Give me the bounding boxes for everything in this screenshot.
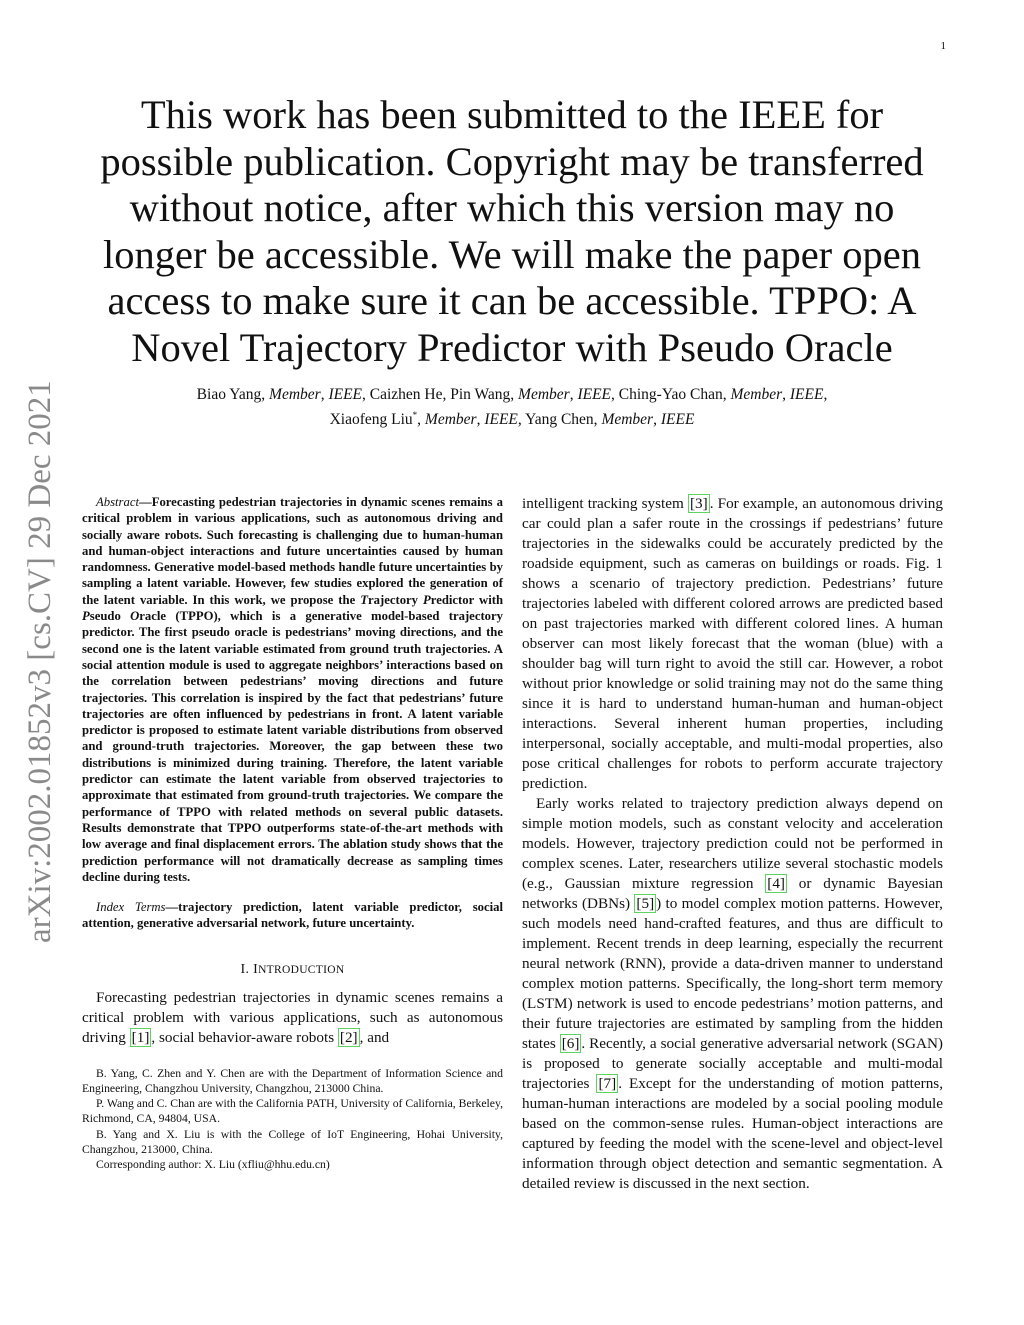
citation-link[interactable]: [4] (767, 875, 785, 892)
footnote: B. Yang, C. Zhen and Y. Chen are with the Department of Information Science and Engineering, Changzhou University, Changzhou, 213000 China. (82, 1066, 503, 1095)
footnote: Corresponding author: X. Liu (xfliu@hhu.edu.cn) (96, 1157, 330, 1171)
left-column (82, 494, 503, 1172)
citation-link[interactable]: [2] (339, 1028, 358, 1046)
intro-paragraph: intelligent tracking system [3] . For example, an autonomous driving car could plan a safer route in the crossings if pedestrians’ future trajectories in the sidewalks could be accurately predicted by the roadside equipment, such as cameras on buildings or roads. Fig. 1 shows a scenario of trajectory prediction. Pedestrians’ future trajectories labeled with different colored arrows are predicted based on past trajectories marked with different colored lines. A human observer can most likely forecast that the woman (blue) with a shoulder bag will turn right to avoid the still car. However, a robot without prior knowledge or solid training may not do the same thing since it is hard to understand human-human and human-object interactions. Several inherent human properties, including interpersonal, socially acceptable, and multi-modal properties, also pose critical challenges for robots to perform accurate trajectory prediction. (522, 495, 943, 792)
citation-link[interactable]: [7] (598, 1075, 617, 1092)
section-heading-introduction: I. INTRODUCTION (240, 961, 345, 977)
paper-title: This work has been submitted to the IEEE for possible publication. Copyright may be transferred without notice, after which this version may no longer be accessible. We will make the paper open access to make sure it can be accessible. TPPO: A Novel Trajectory Predictor with Pseudo Oracle (100, 92, 924, 370)
arxiv-stamp[interactable]: arXiv:2002.01852v3 [cs.CV] 29 Dec 2021 (22, 380, 58, 943)
intro-paragraph-left: Forecasting pedestrian trajectories in dynamic scenes remains a critical problem with various applications, such as autonomous driving [1] , social behavior-aware robots [2] , and (82, 988, 503, 1046)
abstract: Abstract—Forecasting pedestrian trajectories in dynamic scenes remains a critical problem in various applications, such as autonomous driving and socially aware robots. Such forecasting is challenging due to human-human and human-object interactions and future uncertainties caused by human randomness. Generative model-based methods handle future uncertainties by sampling a latent variable. However, few studies explored the generation of the latent variable. In this work, we propose the Trajectory Predictor with Pseudo Oracle (TPPO), which is a generative model-based trajectory predictor. The first pseudo oracle is pedestrians’ moving directions, and the second one is the latent variable estimated from ground truth trajectories. A social attention module is used to aggregate neighbors’ interactions based on the correlation between pedestrians’ moving directions and future trajectories. This correlation is inspired by the fact that pedestrians’ future trajectories are often influenced by pedestrians in front. A latent variable predictor is proposed to estimate latent variable distributions from observed and ground-truth trajectories. Moreover, the gap between these two distributions is minimized during training. Therefore, the latent variable predictor can estimate the latent variable from observed trajectories to approximate that estimated from ground-truth trajectories. We compare the performance of TPPO with related methods on several public datasets. Results demonstrate that TPPO outperforms state-of-the-art methods with low average and final displacement errors. The ablation study shows that the prediction performance will not dramatically decrease as sampling times decline during tests. (82, 495, 503, 884)
citation-link[interactable]: [6] (561, 1035, 580, 1052)
intro-paragraph: Early works related to trajectory prediction always depend on simple motion models, such as constant velocity and acceleration models. However, trajectory prediction could not be performed in complex scenes. Later, researchers utilize several stochastic models (e.g., Gaussian mixture regression [4] or dynamic Bayesian networks (DBNs) [5] ) to model complex motion patterns. However, such models need hand-crafted features, and thus are difficult to implement. Recent trends in deep learning, especially the recurrent neural network (RNN), provide a data-driven manner to understand complex motion patterns. Specifically, the long-short term memory (LSTM) network is used to encode pedestrians’ motion patterns, and their future trajectories are estimated by sampling from the hidden states [6] . Recently, a social generative adversarial network (SGAN) is proposed to generate socially acceptable and multi-modal trajectories [7] . Except for the understanding of motion patterns, human-human interactions are modeled by a social pooling module based on the common-sense rules. Human-object interactions are captured by feeding the model with the scene-level and object-level information through object detection and semantic segmentation. A detailed review is discussed in the next section. (522, 795, 943, 1192)
index-terms: Index Terms—trajectory prediction, latent variable predictor, social attention, generative adversarial network, future uncertainty. (82, 900, 503, 931)
footnote: B. Yang and X. Liu is with the College of IoT Engineering, Hohai University, Changzhou, 213000, China. (82, 1127, 503, 1156)
citation-link[interactable]: [3] (689, 495, 708, 512)
right-column (522, 494, 943, 1194)
page-number: 1 (940, 40, 946, 52)
citation-link[interactable]: [1] (131, 1028, 150, 1046)
footnote: P. Wang and C. Chan are with the California PATH, University of California, Berkeley, Richmond, CA, 94804, USA. (82, 1097, 503, 1126)
citation-link[interactable]: [5] (636, 895, 655, 912)
author-list: Biao Yang, Member, IEEE, Caizhen He, Pin Wang, Member, IEEE, Ching-Yao Chan, Member, IEEE, Xiaofeng Liu*, Member, IEEE, Yang Chen, Member, IEEE (196, 386, 828, 429)
footnotes (82, 1066, 503, 1172)
